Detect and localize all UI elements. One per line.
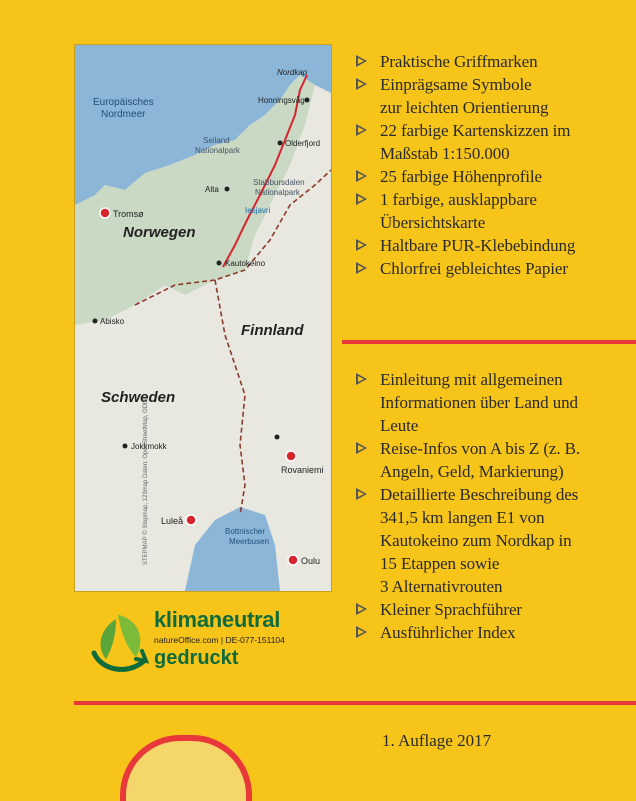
dot-honningsvag	[305, 98, 310, 103]
edition-text: 1. Auflage 2017	[382, 731, 492, 750]
feature-item: 22 farbige Kartenskizzen im	[356, 119, 575, 142]
triangle-bullet-icon	[356, 239, 367, 251]
label-honningsvag: Honningsvåg	[258, 96, 305, 105]
contents-item: Reise-Infos von A bis Z (z. B.	[356, 437, 580, 460]
dot-rovaniemi	[286, 451, 296, 461]
feature-item-cont: Maßstab 1:150.000	[380, 144, 510, 163]
label-schweden: Schweden	[101, 389, 176, 406]
contents-item: Detaillierte Beschreibung des	[356, 483, 580, 506]
feature-item: Chlorfrei gebleichtes Papier	[356, 257, 575, 280]
dot-abisko	[93, 319, 98, 324]
dot-jokkmokk	[123, 444, 128, 449]
dot-alta	[225, 187, 230, 192]
triangle-bullet-icon	[356, 373, 367, 385]
contents-item-cont: Angeln, Geld, Markierung)	[380, 462, 564, 481]
feature-item-cont: Übersichtskarte	[380, 213, 486, 232]
label-rovaniemi: Rovaniemi	[281, 465, 324, 475]
label-kautokeino: Kautokeino	[225, 259, 266, 268]
feature-item: Haltbare PUR-Klebebindung	[356, 234, 575, 257]
contents-item-cont: 3 Alternativrouten	[380, 577, 503, 596]
triangle-bullet-icon	[356, 78, 367, 90]
contents-item-cont: Leute	[380, 416, 419, 435]
label-olderfjord: Olderfjord	[285, 139, 321, 148]
feature-item-cont: zur leichten Orientierung	[380, 98, 549, 117]
bottom-emblem	[120, 735, 252, 801]
triangle-bullet-icon	[356, 170, 367, 182]
label-abisko: Abisko	[100, 317, 125, 326]
triangle-bullet-icon	[356, 603, 367, 615]
klima-sub: natureOffice.com | DE-077-151104	[154, 635, 285, 645]
dot-oulu	[288, 555, 298, 565]
label-lulea: Luleå	[161, 516, 184, 526]
overview-map	[74, 44, 332, 592]
feature-item: 25 farbige Höhenprofile	[356, 165, 575, 188]
label-bottnischer: Bottnischer	[225, 527, 266, 536]
contents-item-cont: 15 Etappen sowie	[380, 554, 500, 573]
label-jokkmokk: Jokkmokk	[131, 442, 167, 451]
label-seiland: Seiland	[203, 136, 230, 145]
klima-word: klimaneutral	[154, 607, 281, 632]
label-alta: Alta	[205, 185, 219, 194]
contents-item: Kleiner Sprachführer	[356, 598, 580, 621]
label-meerbusen: Meerbusen	[229, 537, 270, 546]
contents-item-cont: 341,5 km langen E1 von	[380, 508, 545, 527]
feature-item: Praktische Griffmarken	[356, 50, 575, 73]
label-finnland: Finnland	[241, 322, 304, 339]
label-stabbursdalen2: Nationalpark	[255, 188, 300, 197]
label-sea1: Europäisches	[93, 97, 154, 108]
label-sea2: Nordmeer	[101, 109, 146, 120]
feature-list	[356, 50, 575, 280]
dot-olderfjord	[278, 141, 283, 146]
divider-line-bottom	[74, 701, 636, 705]
triangle-bullet-icon	[356, 55, 367, 67]
triangle-bullet-icon	[356, 193, 367, 205]
dot-lulea	[186, 515, 196, 525]
label-norwegen: Norwegen	[123, 224, 196, 241]
triangle-bullet-icon	[356, 262, 367, 274]
leaf-icon	[88, 609, 150, 677]
map-credit: STEPMAP © Stepmap, 123map Daten: OpenStreetMap, ODbL	[143, 397, 149, 565]
dot-tromso	[100, 208, 110, 218]
klima-word2: gedruckt	[154, 647, 239, 669]
contents-item-cont: Kautokeino zum Nordkap in	[380, 531, 572, 550]
contents-item: Einleitung mit allgemeinen	[356, 368, 580, 391]
label-tromso: Tromsø	[113, 209, 144, 219]
dot-kautokeino	[217, 261, 222, 266]
feature-item: 1 farbige, ausklappbare	[356, 188, 575, 211]
triangle-bullet-icon	[356, 626, 367, 638]
triangle-bullet-icon	[356, 442, 367, 454]
label-iesjavri: Iesjavri	[245, 206, 271, 215]
dot-kemijarvi	[275, 435, 280, 440]
divider-line	[342, 340, 636, 344]
klimaneutral-logo	[88, 607, 318, 679]
triangle-bullet-icon	[356, 488, 367, 500]
contents-list	[356, 368, 580, 644]
label-nordkap: Nordkap	[277, 68, 308, 77]
feature-item: Einprägsame Symbole	[356, 73, 575, 96]
triangle-bullet-icon	[356, 124, 367, 136]
label-oulu: Oulu	[301, 556, 321, 566]
contents-item-cont: Informationen über Land und	[380, 393, 578, 412]
contents-item: Ausführlicher Index	[356, 621, 580, 644]
label-stabbursdalen: Stabbursdalen	[253, 178, 305, 187]
label-seiland2: Nationalpark	[195, 146, 240, 155]
